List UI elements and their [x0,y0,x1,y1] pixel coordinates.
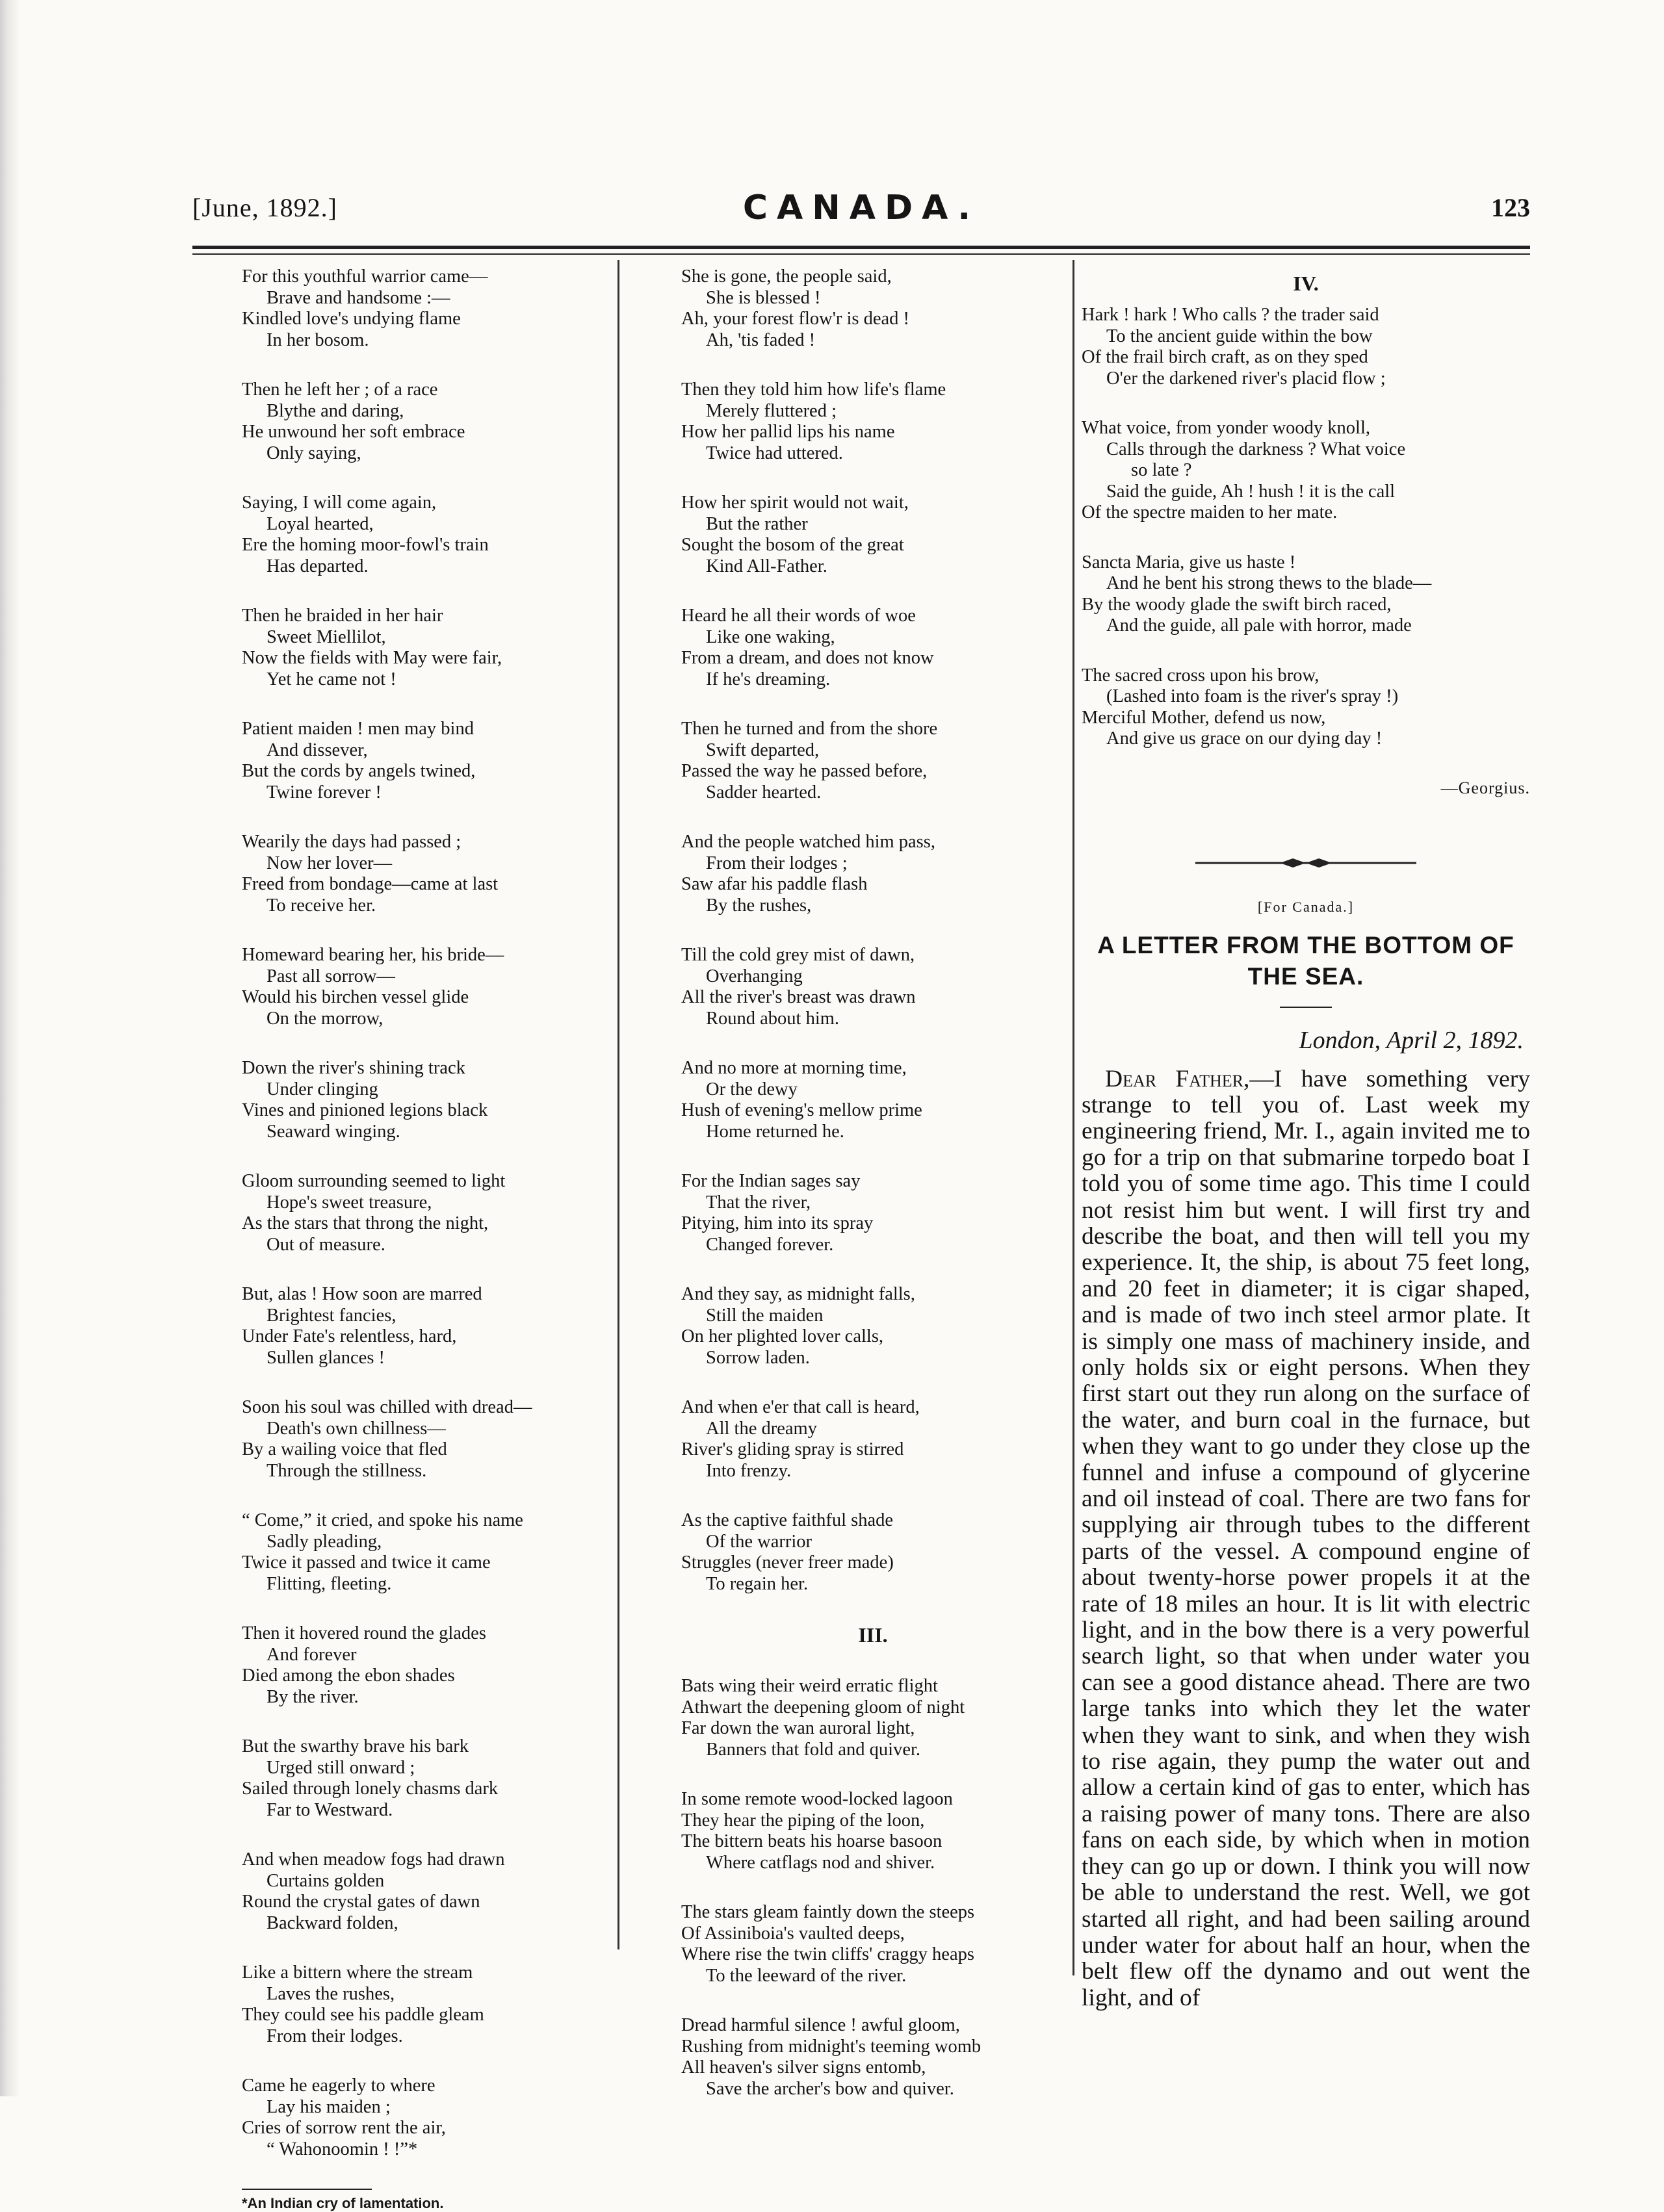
poem-line: Wearily the days had passed ; [242,832,462,852]
poem-line: By the woody glade the swift birch raced, [1082,594,1392,615]
poem-line: Then it hovered round the glades [242,1623,486,1643]
poem-line: Sweet Miellilot, [266,626,386,647]
poem-line: For this youthful warrior came— [242,266,488,287]
poem-signature: —Georgius. [1440,778,1530,797]
poem-line: That the river, [706,1192,811,1213]
salutation: Dear Father, [1105,1065,1250,1092]
poem-line: Far to Westward. [266,1799,393,1820]
stanza [242,1623,606,1708]
poem-line: If he's dreaming. [706,669,831,689]
column-divider-1 [618,260,619,1949]
poem-line: Twice had uttered. [706,443,843,463]
stanza [1082,665,1530,750]
poem-line: How her spirit would not wait, [681,493,909,513]
poem-line: And he bent his strong thews to the blade— [1106,573,1432,593]
poem-line: Lay his maiden ; [266,2096,391,2117]
poem-line: And when e'er that call is heard, [681,1397,920,1417]
poem-line: Sorrow laden. [706,1347,810,1368]
poem-line: “ Come,” it cried, and spoke his name [242,1510,523,1530]
poem-line: Heard he all their words of woe [681,606,916,626]
stanza [1082,305,1530,389]
poem-line: Of the spectre maiden to her mate. [1082,502,1338,522]
poem-line: For the Indian sages say [681,1171,861,1191]
poem-line: And give us grace on our dying day ! [1106,728,1383,749]
poem-line: In some remote wood-locked lagoon [681,1789,953,1809]
poem-line: Vines and pinioned legions black [242,1100,488,1120]
section-heading-iii: III. [858,1623,888,1647]
poem-line: Only saying, [266,443,361,463]
stanza [681,493,1065,577]
poem-line: To regain her. [706,1573,809,1594]
stanza [681,1171,1065,1255]
poem-line: To receive her. [266,895,376,916]
page-number: 123 [1491,193,1530,222]
poem-line: Bats wing their weird erratic flight [681,1676,938,1696]
poem-line: Ah, 'tis faded ! [706,329,816,350]
poem-line: Or the dewy [706,1079,798,1100]
poem-line: But the rather [706,513,808,534]
poem-line: Changed forever. [706,1234,834,1255]
poem-line: Past all sorrow— [266,966,395,986]
poem-line: And forever [266,1644,357,1665]
poem-line: Gloom surrounding seemed to light [242,1171,506,1191]
stanza [681,266,1065,351]
poem-line: By the rushes, [706,895,812,916]
poem-line: Cries of sorrow rent the air, [242,2118,446,2138]
poem-line: Brave and handsome :— [266,287,450,308]
stanza [242,1058,606,1142]
stanza [242,606,606,690]
poem-line: Said the guide, Ah ! hush ! it is the call [1106,481,1396,502]
ornament-rule-icon [1195,856,1416,869]
poem-line: To the ancient guide within the bow [1106,326,1373,346]
poem-line: But the cords by angels twined, [242,761,476,781]
poem-line: Ere the homing moor-fowl's train [242,535,489,555]
header-rule-thick [192,246,1530,249]
poem-line: Laves the rushes, [266,1983,395,2004]
poem-line: And the people watched him pass, [681,832,935,852]
stanza [1082,552,1530,637]
poem-line: All heaven's silver signs entomb, [681,2057,926,2077]
poem-line: Blythe and daring, [266,400,404,421]
poem-line: By a wailing voice that fled [242,1439,447,1460]
poem-line: Has departed. [266,556,369,576]
poem-line: The stars gleam faintly down the steeps [681,1902,975,1922]
article-body [1082,1066,1530,2012]
stanza [242,493,606,577]
poem-line: Passed the way he passed before, [681,761,928,781]
poem-line: She is gone, the people said, [681,266,892,287]
issue-date: [June, 1892.] [192,193,337,222]
poem-line: Calls through the darkness ? What voice [1106,439,1406,459]
poem-line: Then he braided in her hair [242,606,443,626]
poem-line: Overhanging [706,966,803,986]
stanza [681,1902,1065,1987]
footnote: *An Indian cry of lamentation. [242,2195,444,2211]
column-3 [1082,266,1530,2011]
poem-line: (Lashed into foam is the river's spray !) [1106,686,1399,706]
poem-line: Now her lover— [266,853,393,873]
poem-line: Under Fate's relentless, hard, [242,1326,457,1346]
poem-line: But the swarthy brave his bark [242,1736,469,1756]
poem-line: Urged still onward ; [266,1757,415,1778]
poem-line: Ah, your forest flow'r is dead ! [681,309,910,329]
stanza [242,1171,606,1255]
stanza [1082,418,1530,524]
article-title-line-2: THE SEA. [1247,962,1364,990]
poem-line: Sought the bosom of the great [681,535,904,555]
poem-line: Round the crystal gates of dawn [242,1892,480,1912]
ornament-divider [1082,856,1530,873]
poem-line: Rushing from midnight's teeming womb [681,2036,982,2057]
poem-line: Athwart the deepening gloom of night [681,1697,965,1717]
stanza [681,1397,1065,1482]
stanza [681,945,1065,1029]
poem-line: Out of measure. [266,1234,385,1255]
poem-line: Hope's sweet treasure, [266,1192,432,1213]
poem-line: In her bosom. [266,329,369,350]
poem-line: Down the river's shining track [242,1058,465,1078]
poem-line: And the guide, all pale with horror, made [1106,615,1412,636]
poem-line: From their lodges ; [706,853,848,873]
stanza [681,1676,1065,1760]
poem-line: Patient maiden ! men may bind [242,719,474,739]
poem-line: Sullen glances ! [266,1347,385,1368]
poem-line: Like a bittern where the stream [242,1962,473,1983]
article-body-text: —I have something very strange to tell you of. Last week my engineering friend, Mr. I., again invited me to go for a trip on that submarine torpedo boat I told you of some time ago. This time I could not resist him but went. I will first try and describe the boat, and then will tell you my experience. It, the ship, is about 75 feet long, and 20 feet in diameter; it is cigar shaped, and is made of two inch steel armor plate. It is simply one mass of machinery inside, and only holds six or eight persons. When they first start out they run along on the surface of the water, and burn coal in the furnace, but when they want to go under they close up the funnel and infuse a compound of glycerine and oil instead of coal. There are two fans for supplying air through tubes to the different parts of the vessel. A compound engine of about twenty-horse power propels it at the rate of 18 miles an hour. It is lit with electric light, and in the bow there is a very powerful search light, so that when under water you can see a good distance ahead. There are two large tanks into which they let the water when they want to sink, and when they wish to rise again, they pump the water out and allow a certain kind of gas to enter, which has a raising power of many tons. There are also fans on each side, by which when in motion they can go up or down. I think you will now be able to understand the rest. Well, we got started all right, and had been sailing around under water for about half an hour, when the belt flew off the dynamo and out went the light, and of [1082,1065,1530,2011]
poem-line: Seaward winging. [266,1121,400,1142]
poem-line: Freed from bondage—came at last [242,874,499,894]
poem-line: Like one waking, [706,626,835,647]
poem-line: All the river's breast was drawn [681,987,916,1007]
poem-line: And they say, as midnight falls, [681,1284,915,1304]
poem-line: Through the stillness. [266,1460,427,1481]
poem-line: Soon his soul was chilled with dread— [242,1397,532,1417]
poem-line: And no more at morning time, [681,1058,907,1078]
stanza [242,1849,606,1934]
poem-line: As the captive faithful shade [681,1510,894,1530]
poem-line: “ Wahonoomin ! !”* [266,2139,418,2159]
poem-line: Swift departed, [706,739,820,760]
poem-line: Twine forever ! [266,782,382,803]
section-heading-iv: IV. [1293,272,1319,295]
poem-line: Under clinging [266,1079,378,1100]
poem-line: Round about him. [706,1008,840,1029]
poem-line: Kindled love's undying flame [242,309,461,329]
poem-line: On the morrow, [266,1008,384,1029]
poem-line: Banners that fold and quiver. [706,1739,921,1760]
poem-line: Of the frail birch craft, as on they sped [1082,347,1368,367]
poem-line: Twice it passed and twice it came [242,1552,491,1573]
poem-line: Where rise the twin cliffs' craggy heaps [681,1944,974,1964]
poem-line: The bittern beats his hoarse basoon [681,1831,942,1851]
poem-line: Merely fluttered ; [706,400,837,421]
poem-line: Curtains golden [266,1870,385,1891]
poem-line: How her pallid lips his name [681,422,895,442]
stanza [242,719,606,803]
poem-line: Where catflags nod and shiver. [706,1852,935,1873]
poem-line: so late ? [1131,460,1192,480]
poem-line: Till the cold grey mist of dawn, [681,945,915,965]
poem-line: Save the archer's bow and quiver. [706,2078,954,2099]
article-dateline: London, April 2, 1892. [1299,1026,1524,1054]
title-rule [1280,1007,1332,1008]
poem-line: Sadder hearted. [706,782,822,803]
poem-line: To the leeward of the river. [706,1965,907,1986]
poem-line: But, alas ! How soon are marred [242,1284,482,1304]
poem-line: And dissever, [266,739,368,760]
poem-line: Pitying, him into its spray [681,1213,874,1233]
poem-line: Died among the ebon shades [242,1665,455,1686]
poem-line: The sacred cross upon his brow, [1082,665,1320,686]
poem-line: From a dream, and does not know [681,648,934,668]
stanza [242,945,606,1029]
poem-line: Of Assiniboia's vaulted deeps, [681,1923,905,1944]
column-divider-2 [1072,260,1074,1975]
stanza [681,2015,1065,2100]
poem-line: What voice, from yonder woody knoll, [1082,418,1371,438]
masthead-title: CANADA. [742,188,980,227]
poem-line: Yet he came not ! [266,669,396,689]
poem-line: Struggles (never freer made) [681,1552,894,1573]
poem-line: Then he turned and from the shore [681,719,938,739]
header-rule-thin [192,253,1530,255]
poem-line: Death's own chillness— [266,1418,446,1439]
poem-line: Sailed through lonely chasms dark [242,1779,499,1799]
poem-line: From their lodges. [266,2026,403,2046]
stanza [681,606,1065,690]
page-header [192,188,1530,234]
poem-line: Flitting, fleeting. [266,1573,392,1594]
poem-section-iv [1082,305,1530,750]
poem-line: Came he eagerly to where [242,2076,436,2096]
poem-line: Into frenzy. [706,1460,792,1481]
poem-line: She is blessed ! [706,287,821,308]
stanza [242,266,606,351]
poem-line: Of the warrior [706,1531,812,1552]
poem-line: Saying, I will come again, [242,493,437,513]
poem-line: They could see his paddle gleam [242,2005,484,2025]
poem-line: Backward folden, [266,1912,398,1933]
stanza [681,719,1065,803]
poem-line: All the dreamy [706,1418,817,1439]
poem-line: Loyal hearted, [266,513,374,534]
poem-line: Kind All-Father. [706,556,827,576]
stanza [242,1510,606,1595]
poem-line: Saw afar his paddle flash [681,874,868,894]
poem-line: As the stars that throng the night, [242,1213,489,1233]
poem-line: Sadly pleading, [266,1531,382,1552]
stanza [681,1058,1065,1142]
poem-line: Dread harmful silence ! awful gloom, [681,2015,960,2035]
stanza [242,1736,606,1821]
stanza [242,1284,606,1369]
poem-line: Hush of evening's mellow prime [681,1100,922,1120]
poem-line: Merciful Mother, defend us now, [1082,707,1326,728]
stanza [242,1397,606,1482]
stanza [681,379,1065,464]
stanza [681,1510,1065,1595]
stanza [681,1284,1065,1369]
article-title-line-1: A LETTER FROM THE BOTTOM OF [1097,931,1514,958]
poem-line: Hark ! hark ! Who calls ? the trader said [1082,305,1379,325]
stanza [242,1962,606,2047]
poem-line: Then he left her ; of a race [242,379,438,400]
stanza [681,1789,1065,1873]
poem-line: They hear the piping of the loon, [681,1810,925,1831]
scan-edge [0,0,20,2096]
poem-line: On her plighted lover calls, [681,1326,884,1346]
poem-line: Brightest fancies, [266,1305,396,1326]
poem-line: He unwound her soft embrace [242,422,465,442]
stanza [242,379,606,464]
poem-line: Would his birchen vessel glide [242,987,469,1007]
poem-column-2 [681,266,1065,2128]
poem-line: Far down the wan auroral light, [681,1718,915,1738]
poem-line: Homeward bearing her, his bride— [242,945,504,965]
poem-column-1 [242,266,606,2212]
poem-line: Then they told him how life's flame [681,379,946,400]
poem-line: Home returned he. [706,1121,844,1142]
stanza [242,832,606,916]
article-kicker: [For Canada.] [1257,898,1355,915]
poem-line: River's gliding spray is stirred [681,1439,904,1460]
poem-line: By the river. [266,1686,359,1707]
footnote-rule [242,2189,372,2190]
poem-line: Now the fields with May were fair, [242,648,502,668]
poem-line: O'er the darkened river's placid flow ; [1106,368,1386,389]
poem-line: Still the maiden [706,1305,824,1326]
stanza [242,2076,606,2160]
poem-line: And when meadow fogs had drawn [242,1849,505,1870]
poem-line: Sancta Maria, give us haste ! [1082,552,1296,572]
stanza [681,832,1065,916]
